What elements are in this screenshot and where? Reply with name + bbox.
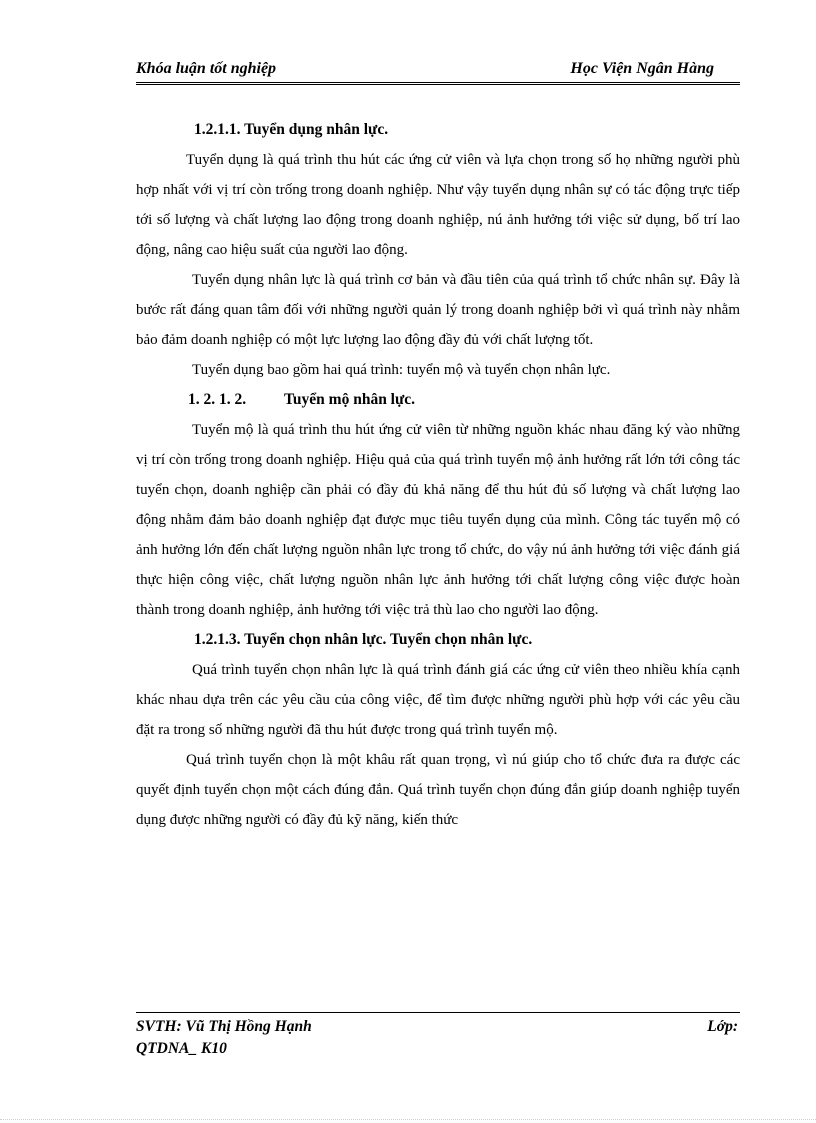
footer-row [136,1013,740,1038]
page-header [136,60,740,85]
section-title: Tuyển mộ nhân lực. [284,391,416,408]
paragraph: Tuyển dụng bao gồm hai quá trình: tuyển mộ và tuyển chọn nhân lực. [192,362,611,378]
footer-class-value: QTDNA_ K10 [136,1040,227,1057]
page-edge-divider [0,1119,816,1120]
section-heading-1-2-1-1: 1.2.1.1. Tuyển dụng nhân lực. [194,121,389,138]
paragraph: Tuyển dụng nhân lực là quá trình cơ bản và đầu tiên của quá trình tổ chức nhân sự. Đây là bước rất đáng quan tâm đối với những người quản lý trong doanh nghiệp bởi vì quá trình này nhằm bảo đảm doanh nghiệp có một lực lượng lao động đầy đủ với chất lượng tốt. [136,272,740,348]
footer-class-label: Lớp: [707,1018,738,1035]
page-footer [136,1012,740,1060]
footer-student: SVTH: Vũ Thị Hồng Hạnh [136,1018,312,1035]
paragraph: Quá trình tuyển chọn là một khâu rất quan trọng, vì nú giúp cho tổ chức đưa ra được các quyết định tuyển chọn một cách đúng đắn. Quá trình tuyển chọn đúng đắn giúp doanh nghiệp tuyển dụng được những người có đầy đủ kỹ năng, kiến thức [136,752,740,828]
section-heading-1-2-1-2 [136,385,740,415]
header-thesis-title: Khóa luận tốt nghiệp [136,60,277,77]
section-heading-1-2-1-3: 1.2.1.3. Tuyển chọn nhân lực. Tuyển chọn nhân lực. [194,631,533,648]
document-body [136,115,740,835]
section-number: 1. 2. 1. 2. [188,391,247,408]
paragraph: Tuyển mộ là quá trình thu hút ứng cử viên từ những nguồn khác nhau đăng ký vào những vị trí còn trống trong doanh nghiệp. Hiệu quả của quá trình tuyển mộ ảnh hưởng rất lớn tới công tác tuyển chọn, doanh nghiệp cần phải có đầy đủ khả năng để thu hút đủ số lượng và chất lượng lao động nhằm đảm bảo doanh nghiệp đạt được mục tiêu tuyển dụng của mình. Công tác tuyển mộ có ảnh hưởng lớn đến chất lượng nguồn nhân lực trong tổ chức, do vậy nú ảnh hưởng tới việc đánh giá thực hiện công việc, chất lượng nguồn nhân lực ảnh hưởng tới chất lượng công việc được hoàn thành trong doanh nghiệp, ảnh hưởng tới việc trả thù lao cho người lao động. [136,422,740,618]
paragraph: Quá trình tuyển chọn nhân lực là quá trình đánh giá các ứng cử viên theo nhiều khía cạnh khác nhau dựa trên các yêu cầu của công việc, để tìm được những người phù hợp với các yêu cầu đặt ra trong số những người đã thu hút được trong quá trình tuyển mộ. [136,662,740,738]
header-institution: Học Viện Ngân Hàng [570,60,714,77]
paragraph: Tuyển dụng là quá trình thu hút các ứng cử viên và lựa chọn trong số họ những người phù hợp nhất với vị trí còn trống trong doanh nghiệp. Như vậy tuyển dụng nhân sự có tác động trực tiếp tới số lượng và chất lượng lao động trong doanh nghiệp, nú ảnh hưởng tới việc sử dụng, bố trí lao động, nâng cao hiệu suất của người lao động. [136,152,740,258]
